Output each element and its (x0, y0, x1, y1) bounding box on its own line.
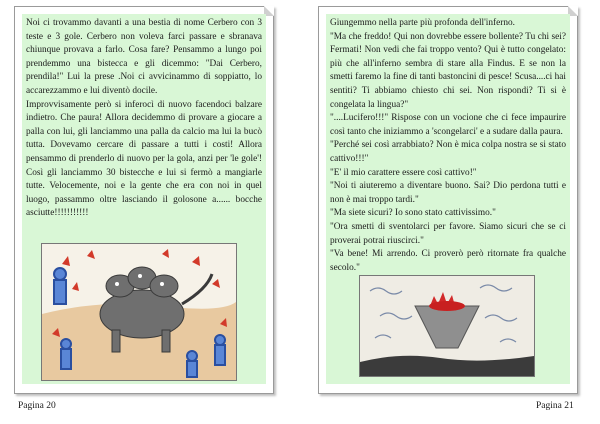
paragraph: "....Lucifero!!!" Rispose con un vocione che ci fece impaurire così tanto che iniziammo a 'scongelarci' e a sudare dalla paura. (330, 113, 566, 137)
paragraph: "Ora smetti di sventolarci per favore. Siamo sicuri che se ci proverai potrai riuscirci." (330, 221, 566, 246)
lucifer-drawing (359, 275, 535, 377)
right-page (318, 6, 578, 394)
paragraph: "Ma che freddo! Qui non dovrebbe essere bollente? Tu chi sei? Fermati! Non vedi che fai troppo vento? Qui è tutto congelato: più che all'inferno sembra di stare alla Findus. E se non la smetti faremo la fine di tanti bastoncini di pesce! Scusa....ci hai sentiti? Ti abbiamo chiesto chi sei. Non rispondi? Ti si è congelata la lingua?" (330, 31, 566, 110)
paragraph: "Ma siete sicuri? Io sono stato cattivissimo." (330, 208, 496, 219)
paragraph: "Perché sei così arrabbiato? Non è mica colpa nostra se si stato cattivo!!!" (330, 140, 566, 164)
paragraph: Noi ci trovammo davanti a una bestia di nome Cerbero con 3 teste e 3 gole. Cerbero non voleva farci passare e sbranava chiunque provava a farlo. Cosa fare? Pensammo a lungo poi prendemmo una bistecca e gli dicemmo: "Dai Cerbero, prendila!" Lui la prese .Noi ci avvicinammo di soppiatto, lo accarezzammo e lui diventò docile. (26, 18, 262, 96)
page-number-right: Pagina 21 (536, 401, 574, 411)
paragraph: Improvvisamente però si inferocì di nuovo facendoci balzare indietro. Che paura! Allora decidemmo di provare a giocare a palla con lui, gli lanciammo una palla da calcio ma lui la bucò tutta. Dovevamo cercare di passare a tutti i costi! Allora pensammo di prenderlo di nuovo per la gola, anzi per 'le gole'! Così gli lanciammo 30 bistecche e lui si fermò a mangiarle tutte. Velocemente, noi e la gente che era con noi in quel luogo, passammo oltre lasciando il golosone a...... bocche asciutte!!!!!!!!!!! (26, 99, 262, 219)
cerbero-drawing (41, 243, 237, 381)
right-text (330, 17, 566, 275)
left-page (14, 6, 274, 394)
page-number-left: Pagina 20 (18, 401, 56, 411)
paragraph: "E' il mio carattere essere così cattivo!" (330, 167, 477, 178)
left-text (26, 17, 262, 221)
paragraph: "Va bene! Mi arrendo. Ci proverò però ritornate fra qualche secolo." (330, 249, 566, 273)
paragraph: "Noi ti aiuteremo a diventare buono. Sai? Dio perdona tutti e non è mai troppo tardi." (330, 181, 566, 205)
paragraph: Giungemmo nella parte più profonda dell'inferno. (330, 18, 515, 28)
